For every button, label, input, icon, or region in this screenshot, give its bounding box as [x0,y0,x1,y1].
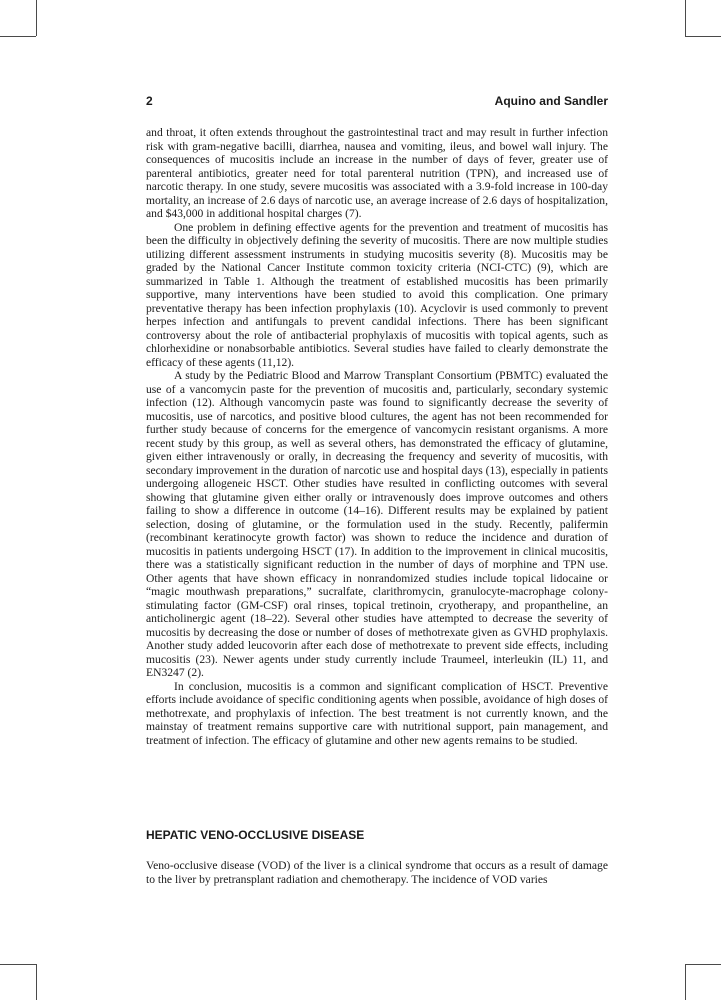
running-head [146,94,608,110]
paragraph-pbmtc-study: A study by the Pediatric Blood and Marrow Transplant Consortium (PBMTC) evaluated the use of a vancomycin paste for the prevention of mucositis and, particularly, secondary systemic infection (12). Although vancomycin paste was found to significantly decrease the severity of mucositis, use of narcotics, and positive blood cultures, the agent has not been recommended for further study because of concerns for the emergence of vancomycin resistant organisms. A more recent study by this group, as well as several others, has demonstrated the efficacy of glutamine, given either intravenously or orally, in decreasing the frequency and severity of mucositis, with secondary improvement in the duration of narcotic use and hospital days (13), especially in patients undergoing allogeneic HSCT. Other studies have resulted in conflicting outcomes with several showing that glutamine given either orally or intravenously does improve outcomes and others failing to show a difference in outcome (14–16). Different results may be explained by patient selection, dosing of glutamine, or the formulation used in the study. Recently, palifermin (recombinant keratinocyte growth factor) was shown to reduce the incidence and duration of mucositis in patients undergoing HSCT (17). In addition to the improvement in clinical mucositis, there was a statistically significant reduction in the number of days of morphine and TPN use. Other agents that have shown efficacy in nonrandomized studies include topical lidocaine or “magic mouthwash preparations,” sucralfate, clarithromycin, granulocyte-macrophage colony-stimulating factor (GM-CSF) oral rinses, topical tretinoin, cryotherapy, and propantheline, an anticholinergic agent (18–22). Several other studies have attempted to decrease the severity of mucositis by decreasing the dose or number of doses of methotrexate given as GVHD prophylaxis. Another study added leucovorin after each dose of methotrexate to prevent side effects, including mucositis (23). Newer agents under study currently include Traumeel, interleukin (IL) 11, and EN3247 (2). [146,369,609,679]
crop-mark-bottom-right-horizontal [685,964,721,965]
crop-mark-bottom-left-horizontal [0,964,36,965]
crop-mark-bottom-right-vertical [685,964,686,1000]
crop-mark-top-left-vertical [36,0,37,36]
section-heading: HEPATIC VENO-OCCLUSIVE DISEASE [146,828,365,842]
section-text [146,859,608,886]
paragraph-conclusion: In conclusion, mucositis is a common and significant complication of HSCT. Preventive efforts include avoidance of specific conditioning agents when possible, avoidance of high doses of methotrexate, and prophylaxis of infection. The best treatment is not currently known, and the mainstay of treatment remains supportive care with nutritional support, pain management, and treatment of infection. The efficacy of glutamine and other new agents remains to be studied. [146,679,608,747]
body-text [146,126,608,747]
crop-mark-bottom-left-vertical [36,964,37,1000]
page-number: 2 [146,94,153,108]
crop-mark-top-left-horizontal [0,36,36,37]
paragraph-continued: and throat, it often extends throughout the gastrointestinal tract and may result in further infection risk with gram-negative bacilli, diarrhea, nausea and vomiting, ileus, and bowel wall injury. The consequences of mucositis include an increase in the number of days of fever, greater use of parenteral antibiotics, greater need for total parenteral nutrition (TPN), and increased use of narcotic therapy. In one study, severe mucositis was associated with a 3.9-fold increase in 100-day mortality, an increase of 2.6 days of narcotic use, an average increase of 2.6 days of hospitalization, and $43,000 in additional hospital charges (7). [146,126,608,220]
crop-mark-top-right-horizontal [685,36,721,37]
crop-mark-top-right-vertical [685,0,686,36]
paragraph-vod-intro: Veno-occlusive disease (VOD) of the liver is a clinical syndrome that occurs as a result of damage to the liver by pretransplant radiation and chemotherapy. The incidence of VOD varies [146,859,608,886]
paragraph-assessment: One problem in defining effective agents for the prevention and treatment of mucositis has been the difficulty in objectively defining the severity of mucositis. There are now multiple studies utilizing different assessment instruments in studying mucositis severity (8). Mucositis may be graded by the National Cancer Institute common toxicity criteria (NCI-CTC) (9), which are summarized in Table 1. Although the treatment of established mucositis has been primarily supportive, many interventions have been studied to avoid this complication. One primary preventative therapy has been infection prophylaxis (10). Acyclovir is used commonly to prevent herpes infection and antifungals to prevent candidal infections. There has been significant controversy about the role of antibacterial prophylaxis of mucositis with topical agents, such as chlorhexidine or nonabsorbable antibiotics. Several studies have failed to clearly demonstrate the efficacy of these agents (11,12). [146,220,608,369]
running-head-authors: Aquino and Sandler [494,94,608,108]
